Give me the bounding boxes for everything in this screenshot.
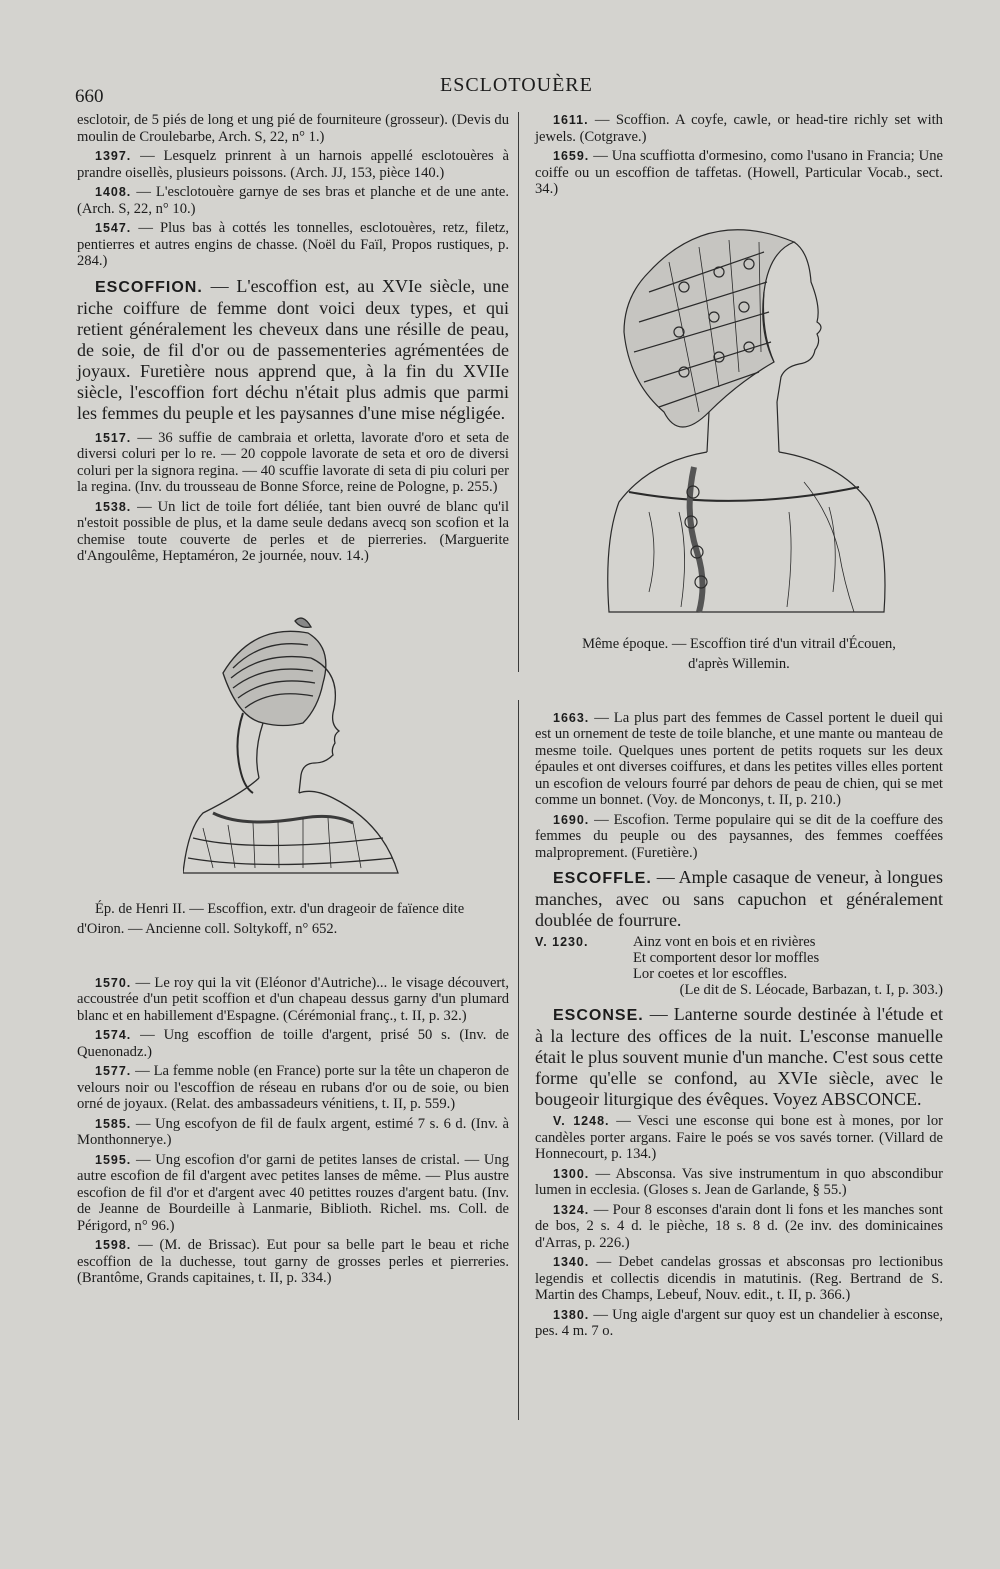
figure-escoffion-ecouen <box>589 212 889 622</box>
headword-escoffion: ESCOFFION. — L'escoffion est, au XVIe siècle, une riche coiffure de femme dont voici deux types, et qui retient généralement les cheveux dans une résille de peau, de soie, de fil d'or ou de passementeries agrémentées de joyaux. Furetière nous apprend que, à la fin du XVIIe siècle, l'escoffion fort déchu n'était plus admis que parmi les femmes du peuple et les paysannes d'une mise négligée. <box>77 275 509 423</box>
column-divider <box>518 112 519 672</box>
entry-1690: 1690. — Escofion. Terme populaire qui se dit de la coeffure des femmes du peuple ou des paysannes, des femmes coeffées malproprement. (Furetière.) <box>535 811 943 861</box>
entry-year: V. 1248. <box>553 1114 610 1128</box>
entry-1574: 1574. — Ung escoffion de toille d'argent, prisé 50 s. (Inv. de Quenonadz.) <box>77 1027 509 1060</box>
entry-year: 1574. <box>95 1028 132 1042</box>
entry-1517: 1517. — 36 suffie de cambraia et orletta, lavorate d'oro et seta de diversi coluri per lo re. — 20 coppole lavorate de seta et oro de diversi coluri per la signora regina. — 40 scuffie lavorate di seta di piu coluri per la regina. (Inv. du trousseau de Bonne Sforce, reine de Pologne, p. 255.) <box>77 429 509 495</box>
entry-year: 1538. <box>95 499 132 514</box>
figure-caption: Ép. de Henri II. — Escoffion, extr. d'un drageoir de faïence dite d'Oiron. — Ancienne coll. Soltykoff, n° 652. <box>77 900 465 937</box>
entry-year: 1397. <box>95 149 132 163</box>
entry-1598: 1598. — (M. de Brissac). Eut pour sa belle part le beau et riche escoffion de la duchesse, tout garny de grosses perles et pierreries. (Brantôme, Grands capitaines, t. II, p. 334.) <box>77 1237 510 1286</box>
entry-year: 1517. <box>95 430 132 445</box>
entry-year: 1340. <box>553 1255 590 1269</box>
entry-year: 1300. <box>553 1166 590 1181</box>
page-header <box>0 72 1000 112</box>
entry-year: 1577. <box>95 1064 132 1078</box>
entry-1300: 1300. — Absconsa. Vas sive instrumentum in quo abscondibur lumen in ecclesia. (Gloses s. Jean de Garlande, § 55.) <box>535 1165 943 1198</box>
entry-year: 1324. <box>553 1202 590 1217</box>
entry-1380: 1380. — Ung aigle d'argent sur quoy est un chandelier à esconse, pes. 4 m. 7 o. <box>535 1306 944 1339</box>
verse-v1230: V. 1230. Ainz vont en bois et en rivières Et comportent desor lor moffles Lor coetes et lor escoffles. (Le dit de S. Léocade, Barbazan, t. I, p. 303.) <box>535 934 943 998</box>
entry-1538: 1538. — Un lict de toile fort déliée, tant bien ouvré de blanc qu'il n'estoit possible de plus, et la dame seule dedans avecq son scofion et la chemise toute couverte de perles et de pierreries. (Marguerite d'Angoulême, Heptaméron, 2e journée, nouv. 14.) <box>77 498 509 564</box>
entry-year: 1690. <box>553 812 590 827</box>
entry-1340: 1340. — Debet candelas grossas et absconsas pro lectionibus legendis et collectis dicendis in matutinis. (Reg. Bertrand de S. Martin des Champs, Lebeuf, Nouv. edit., t. II, p. 366.) <box>535 1254 943 1303</box>
entry-year: V. 1230. <box>535 935 589 949</box>
woman-profile-netted-headdress-icon <box>589 212 889 622</box>
entry-year: 1408. <box>95 185 132 199</box>
entry-year: 1595. <box>95 1152 132 1167</box>
entry-1611: 1611. — Scoffion. A coyfe, cawle, or head-tire richly set with jewels. (Cotgrave.) <box>535 112 943 145</box>
woman-profile-escoffion-icon <box>183 613 403 883</box>
entry-year: 1663. <box>553 710 590 725</box>
entry-continuation: esclotoir, de 5 piés de long et ung pié de fourniteure (grosseur). (Devis du moulin de Croulebarbe, Arch. S, 22, n° 1.) <box>77 112 510 145</box>
headword-escoffle: ESCOFFLE. — Ample casaque de veneur, à longues manches, avec ou sans capuchon et généralement doublée de fourrure. <box>535 867 944 930</box>
entry-year: 1547. <box>95 221 132 235</box>
entry-year: 1598. <box>95 1238 132 1252</box>
running-title: ESCLOTOUÈRE <box>440 74 593 96</box>
figure-escoffion-henri-ii <box>183 613 403 883</box>
entry-1595: 1595. — Ung escofion d'or garni de petites lanses de cristal. — Ung autre escofion de fil d'argent avec petites lanses de même. — Plus austre escofion de fil d'or et d'argent avec 40 petittes rouzes d'argent batu. (Inv. de Jeanne de Bourdeille à Lanmarie, Biblioth. Richel. ms. Coll. de Périgord, n° 96.) <box>77 1151 509 1234</box>
entry-1397: 1397. — Lesquelz prinrent à un harnois appellé esclotouères à prandre oisellès, plusieurs poissons. (Arch. JJ, 153, pièce 140.) <box>77 148 509 181</box>
headword-esconse: ESCONSE. — Lanterne sourde destinée à l'étude et à la lecture des offices de la nuit. L'esconse manuelle était le plus souvent munie d'un manche. C'est sous cette forme qu'elle se confond, au XVIe siècle, avec le bougeoir liturgique des évêques. Voyez ABSCONCE. <box>535 1004 944 1109</box>
entry-year: 1585. <box>95 1116 132 1131</box>
entry-year: 1570. <box>95 975 132 990</box>
headword: ESCONSE. <box>553 1007 644 1024</box>
headword: ESCOFFION. <box>95 278 203 296</box>
column-divider <box>518 700 519 1420</box>
right-column <box>535 112 943 1343</box>
entry-1663: 1663. — La plus part des femmes de Cassel portent le dueil qui est un ornement de teste de toile blanche, et une mante ou manteau de mesme toile. Quelques unes portent de petits roquets sur les deux épaules et ont diverses coiffures, et dans les petites villes elles portent un escofion de velours fourré par dehors de peau de chien, qui se met comme un bonnet. (Voy. de Monconys, t. II, p. 210.) <box>535 709 944 808</box>
entry-1547: 1547. — Plus bas à cottés les tonnelles, esclotouères, retz, filetz, pentierres et autres engins de chasse. (Noël du Faïl, Propos rustiques, p. 284.) <box>77 220 509 269</box>
left-column <box>77 112 509 1290</box>
entry-v1248: V. 1248. — Vesci une esconse qui bone est à mones, por lor candèles porter argans. Faire le poés se vos savés torner. (Villard de Honnecourt, p. 134.) <box>535 1113 943 1162</box>
entry-1408: 1408. — L'esclotouère garnye de ses bras et planche et de une ante. (Arch. S, 22, n° 10.) <box>77 184 509 217</box>
entry-year: 1659. <box>553 149 590 163</box>
entry-1659: 1659. — Una scuffiotta d'ormesino, como l'usano in Francia; Une coiffe ou un escoffion de taffetas. (Howell, Particular Vocab., sect. 34.) <box>535 148 943 197</box>
headword: ESCOFFLE. <box>553 870 652 887</box>
entry-year: 1380. <box>553 1307 590 1322</box>
entry-1324: 1324. — Pour 8 esconses d'arain dont li fons et les manches sont de bos, 2 s. 4 d. le pièche, 18 s. 8 d. (2e inv. des dominicaines d'Arras, p. 226.) <box>535 1201 943 1251</box>
page-number: 660 <box>75 86 104 107</box>
entry-1585: 1585. — Ung escofyon de fil de faulx argent, estimé 7 s. 6 d. (Inv. à Monthonnerye.) <box>77 1115 509 1148</box>
entry-year: 1611. <box>553 113 589 127</box>
entry-1577: 1577. — La femme noble (en France) porte sur la tête un chaperon de velours noir ou l'escoffion de réseau en rubans d'or ou de soie, ou bien orné de joyaux. (Relat. des ambassadeurs vénitiens, t. II, p. 559.) <box>77 1063 509 1112</box>
entry-1570: 1570. — Le roy qui la vit (Eléonor d'Autriche)... le visage découvert, accoustrée d'un petit scoffion et d'un chapeau dessus garny d'un plumard blanc et en habillement d'Espagne. (Cérémonial franç., t. II, p. 32.) <box>77 974 509 1024</box>
figure-caption: Même époque. — Escoffion tiré d'un vitrail d'Écouen, d'après Willemin. <box>582 635 896 672</box>
